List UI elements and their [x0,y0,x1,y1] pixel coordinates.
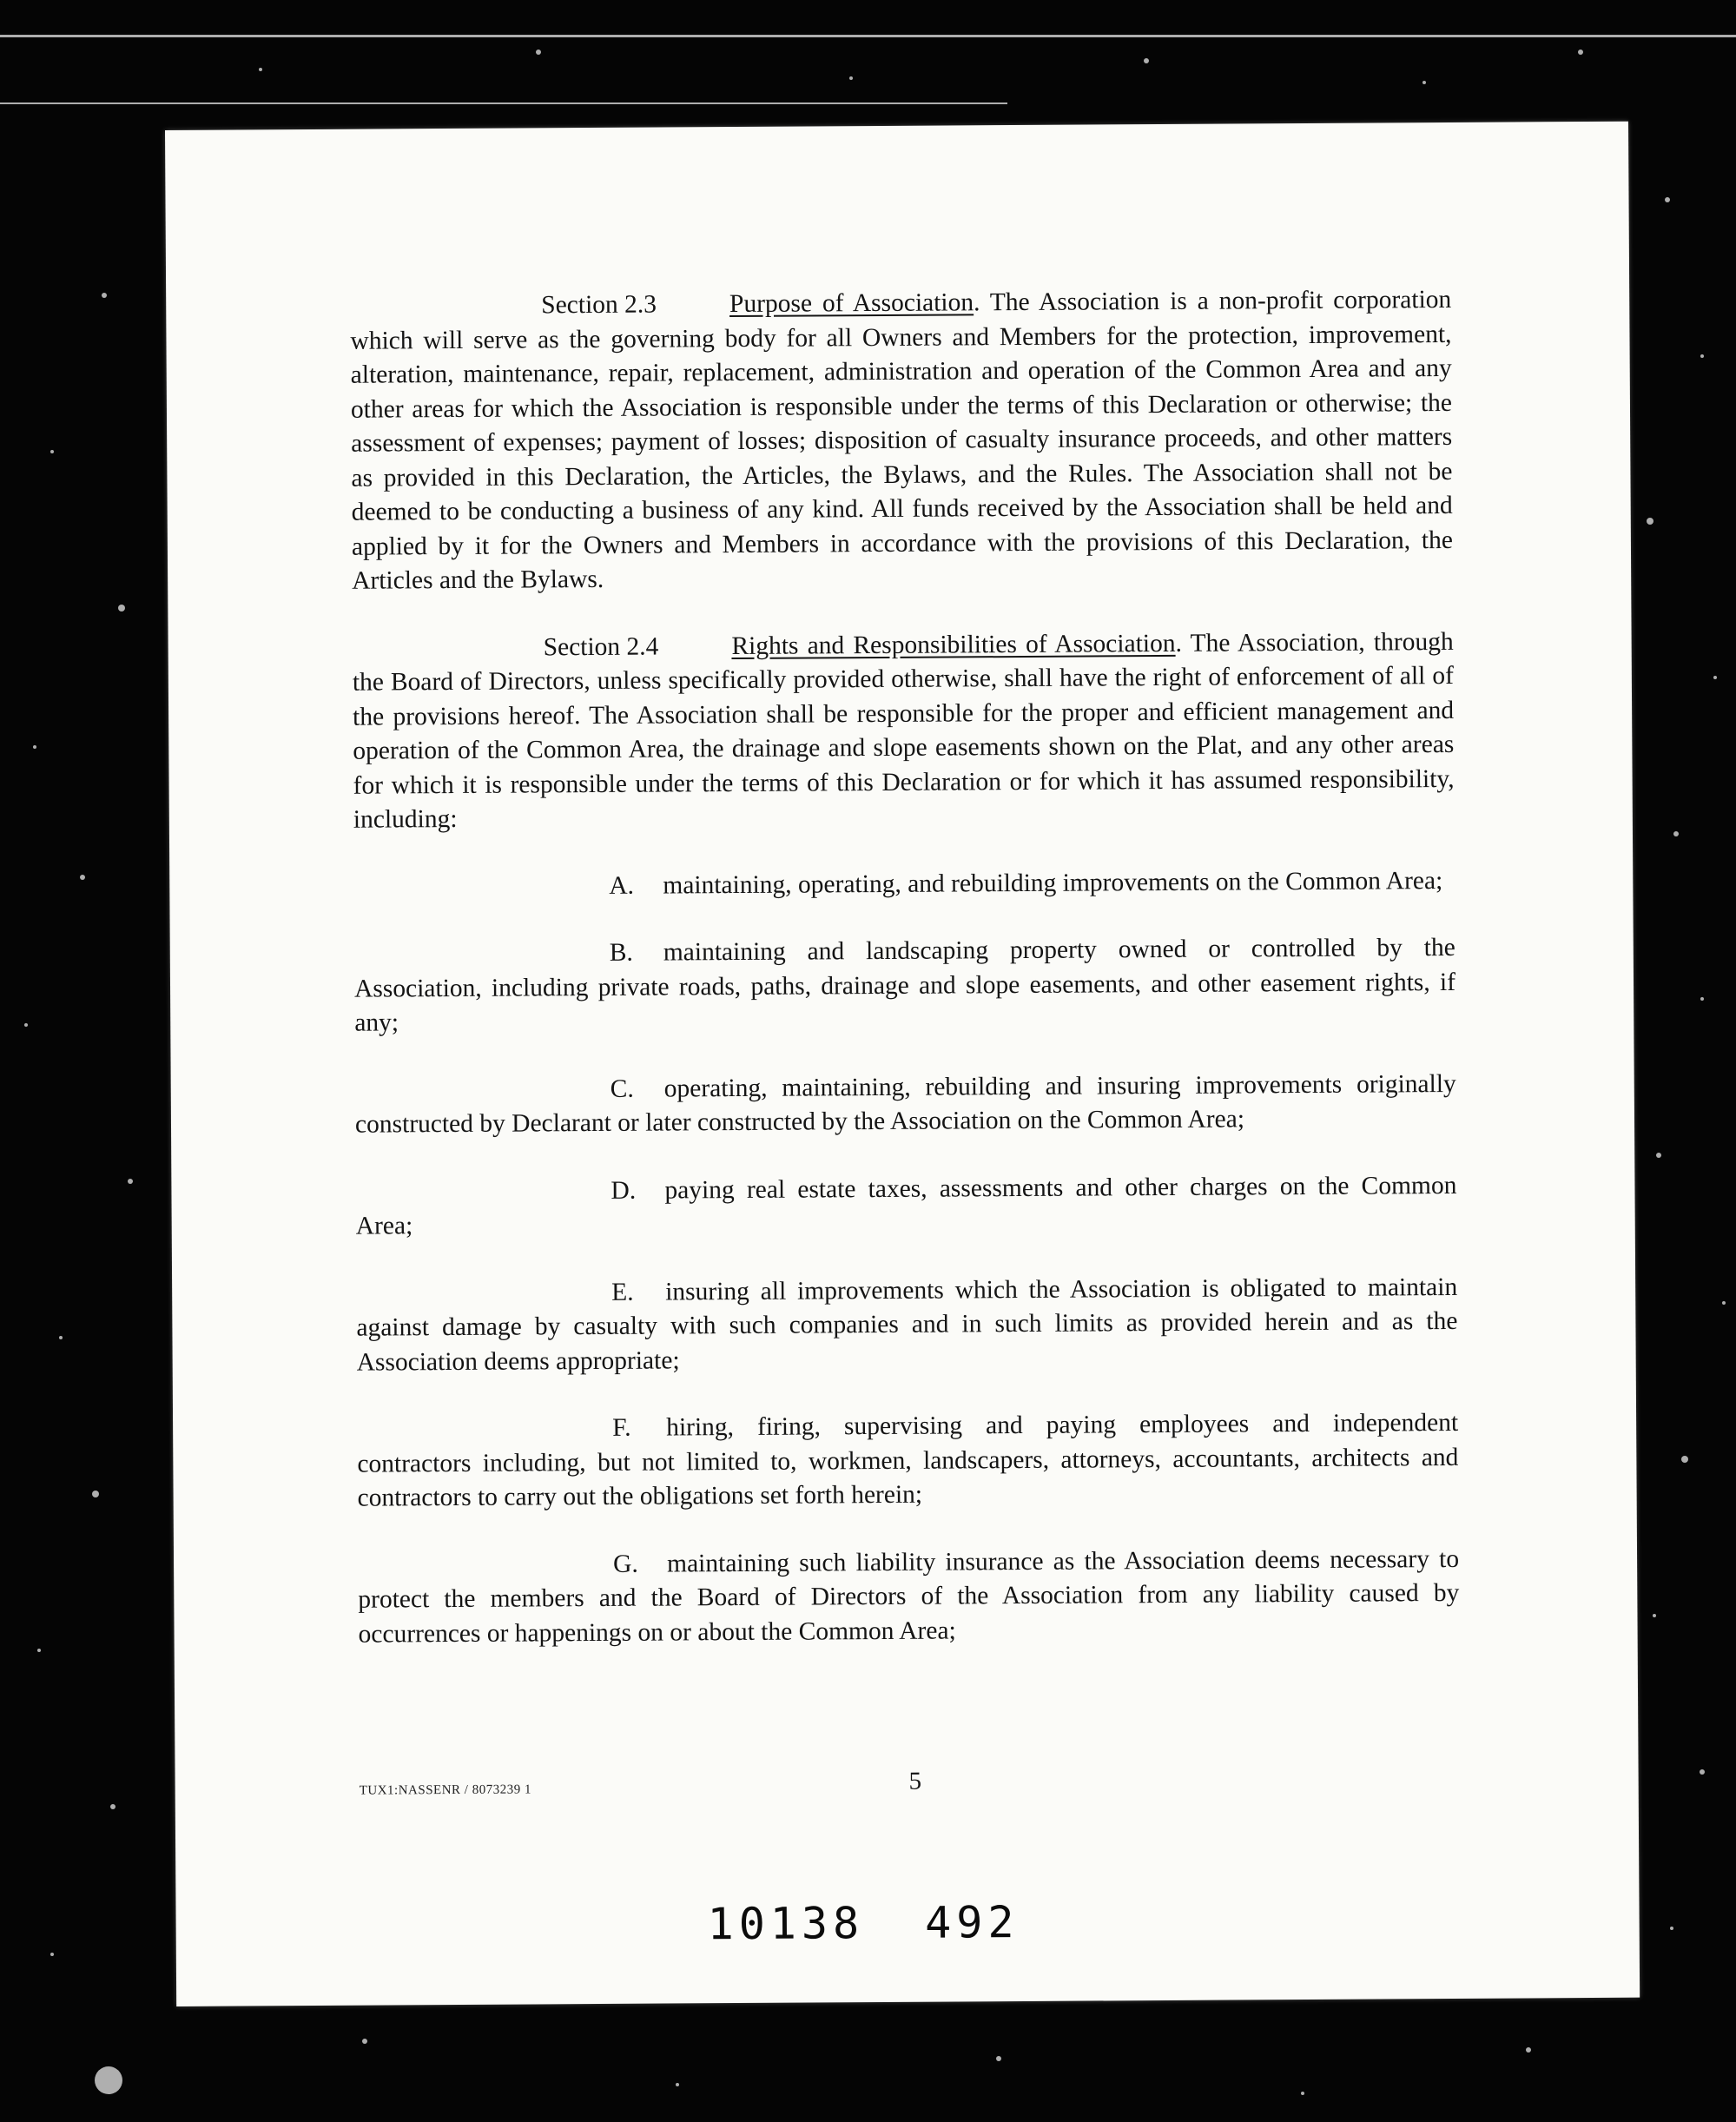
list-item-letter: F. [612,1413,631,1442]
list-item-letter: B. [609,938,633,967]
page-number: 5 [908,1767,922,1795]
footer-document-id: TUX1:NASSENR / 8073239 1 [359,1782,531,1798]
section-2-4-text: . The Association, through the Board of Directors, unless specifically provided otherwise, shall have the right of enforcement of all of the provisions hereof. The Association shall be responsible for the proper and efficient management and operation of the Common Area, the drainage and slope easements shown on the Plat, and any other areas for which it is responsible under the terms of this Declaration or for which it has assumed responsibility, including: [352,627,1455,834]
list-item-f [357,1406,1459,1516]
section-2-4 [353,625,1455,837]
list-item-text: maintaining, operating, and rebuilding improvements on the Common Area; [663,866,1443,900]
list-item-d [355,1168,1456,1244]
section-2-3-text: . The Association is a non-profit corporation which will serve as the governing body for all Owners and Members for the protection, improvement, alteration, maintenance, repair, replacement, administration and operation of the Common Area and any other areas for which the Association is responsible under the terms of this Declaration or otherwise; the assessment of expenses; payment of losses; disposition of casualty insurance proceeds, and other matters as provided in this Declaration, the Articles, the Bylaws, and the Rules. The Association shall not be deemed to be conducting a business of any kind. All funds received by the Association shall be held and applied by it for the Owners and Members in accordance with the provisions of this Declaration, the Articles and the Bylaws. [350,285,1454,595]
list-item-text: insuring all improvements which the Association is obligated to maintain against damage by casualty with such companies and in such limits as provided herein and as the Association deems appropriate; [356,1273,1458,1377]
list-item-text: paying real estate taxes, assessments and other charges on the Common Area; [355,1171,1457,1240]
list-item-g [358,1542,1460,1651]
recording-book-number: 10138 [707,1898,865,1950]
list-item-letter: A. [609,871,635,900]
section-2-3 [350,283,1453,598]
document-body [350,283,1460,1685]
list-item-letter: E. [611,1278,634,1306]
list-item-c [355,1067,1456,1142]
list-item-letter: C. [610,1074,634,1103]
scanned-page [165,122,1640,2006]
list-item-letter: G. [612,1550,638,1578]
section-2-3-label: Section 2.3 [541,290,657,320]
list-item-b [354,931,1456,1041]
recording-stamp [707,1897,1019,1949]
list-item-text: maintaining and landscaping property owned or controlled by the Association, including private roads, paths, drainage and slope easements, and other easement rights, if any; [353,933,1456,1037]
section-2-4-heading: Rights and Responsibilities of Association [731,629,1176,660]
section-2-3-heading: Purpose of Association [729,288,974,319]
list-item-e [356,1270,1458,1379]
section-2-4-label: Section 2.4 [543,632,659,661]
list-item-a [353,863,1455,904]
list-item-text: maintaining such liability insurance as the Association deems necessary to protect the members and the Board of Directors of the Association from any liability caused by occurrences or happenings on or about the Common Area; [358,1544,1460,1649]
list-item-letter: D. [611,1176,637,1205]
list-item-text: hiring, firing, supervising and paying employees and independent contractors including, but not limited to, workmen, landscapers, attorneys, accountants, architects and contractors to carry out the obligations set forth herein; [357,1408,1459,1512]
list-item-text: operating, maintaining, rebuilding and insuring improvements originally constructed by Declarant or later constructed by the Association on the Common Area; [354,1069,1456,1139]
recording-page-number: 492 [924,1897,1020,1948]
